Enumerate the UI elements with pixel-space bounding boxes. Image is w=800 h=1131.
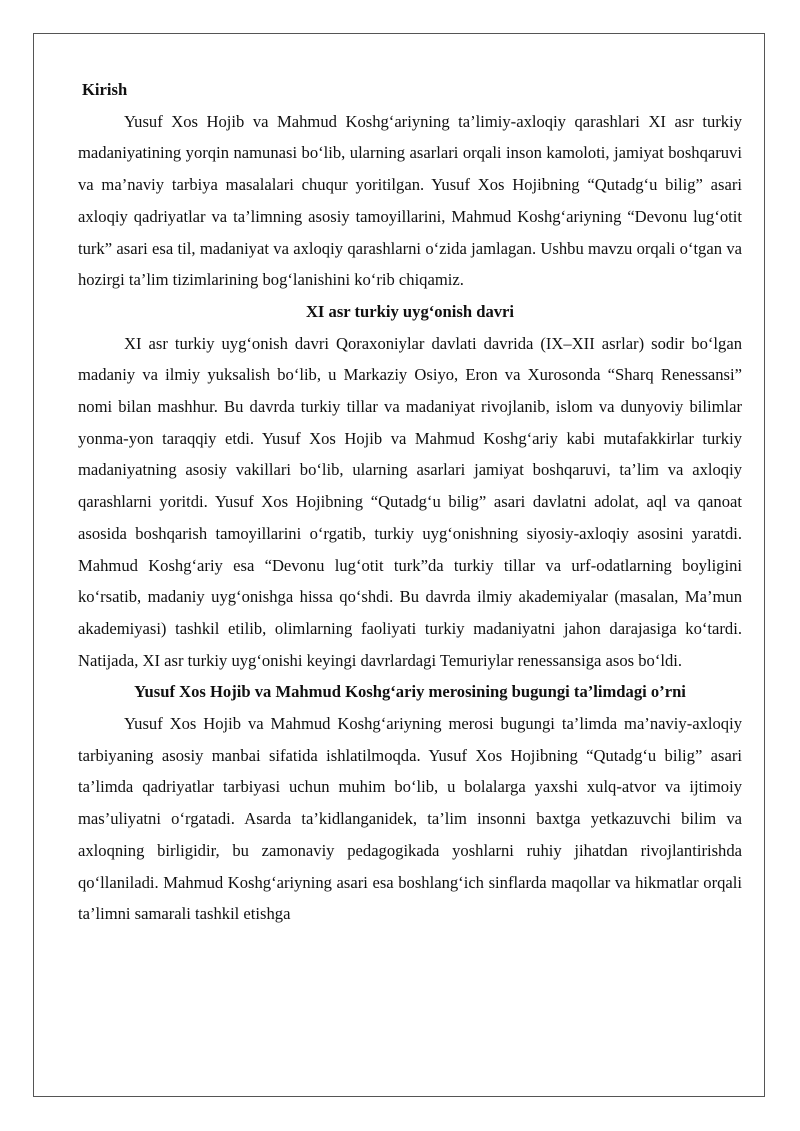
paragraph-kirish: Yusuf Xos Hojib va Mahmud Koshg‘ariyning ta’limiy-axloqiy qarashlari XI asr turkiy madaniyatining yorqin namunasi bo‘lib, ularning asarlari orqali inson kamoloti, jamiyat boshqaruvi va ma’naviy tarbiya masalalari chuqur yoritilgan. Yusuf Xos Hojibning “Qutadg‘u bilig” asari axloqiy qadriyatlar va ta’limning asosiy tamoyillarini, Mahmud Koshg‘ariyning “Devonu lug‘otit turk” asari esa til, madaniyat va axloqiy qarashlarni o‘zida jamlagan. Ushbu mavzu orqali o‘tgan va hozirgi ta’lim tizimlarining bog‘lanishini ko‘rib chiqamiz. [78,111,742,290]
document-body [78,74,742,930]
heading-xi-asr: XI asr turkiy uyg‘onish davri [305,301,515,321]
paragraph-meros: Yusuf Xos Hojib va Mahmud Koshg‘ariyning merosi bugungi ta’limda ma’naviy-axloqiy tarbiyaning asosiy manbai sifatida ishlatilmoqda. Yusuf Xos Hojibning “Qutadg‘u bilig” asari ta’limda qadriyatlar tarbiyasi uchun muhim bo‘lib, u bolalarga yaxshi xulq-atvor va ijtimoiy mas’uliyatni o‘rgatadi. Asarda ta’kidlanganidek, ta’lim insonni baxtga yetkazuvchi bilim va axloqning birligidir, bu zamonaviy pedagogikada yoshlarni ruhiy jihatdan rivojlantirishda qo‘llaniladi. Mahmud Koshg‘ariyning asari esa boshlang‘ich sinflarda maqollar va hikmatlar orqali ta’limni samarali tashkil etishga [78,714,742,924]
heading-meros: Yusuf Xos Hojib va Mahmud Koshg‘ariy merosining bugungi ta’limdagi o’rni [134,682,686,702]
heading-kirish: Kirish [82,80,128,99]
paragraph-xi-asr: XI asr turkiy uyg‘onish davri Qoraxoniylar davlati davrida (IX–XII asrlar) sodir bo‘lgan madaniy va ilmiy yuksalish bo‘lib, u Markaziy Osiyo, Eron va Xurosonda “Sharq Renessansi” nomi bilan mashhur. Bu davrda turkiy tillar va madaniyat rivojlanib, islom va dunyoviy bilimlar yonma-yon taraqqiy etdi. Yusuf Xos Hojib va Mahmud Koshg‘ariy kabi mutafakkirlar turkiy madaniyatning asosiy vakillari bo‘lib, ularning asarlari jamiyat boshqaruvi, ta’lim va axloqiy qarashlarni yoritdi. Yusuf Xos Hojibning “Qutadg‘u bilig” asari davlatni adolat, aql va qanoat asosida boshqarish tamoyillarini o‘rgatib, turkiy uyg‘onishning siyosiy-axloqiy asosini yaratdi. Mahmud Koshg‘ariy esa “Devonu lug‘otit turk”da turkiy tillar va urf-odatlarning boyligini ko‘rsatib, madaniy uyg‘onishga hissa qo‘shdi. Bu davrda ilmiy akademiyalar (masalan, Ma’mun akademiyasi) tashkil etilib, olimlarning faoliyati turkiy madaniyatni jahon darajasiga ko‘tardi. Natijada, XI asr turkiy uyg‘onishi keyingi davrlardagi Temuriylar renessansiga asos bo‘ldi. [78,333,742,670]
